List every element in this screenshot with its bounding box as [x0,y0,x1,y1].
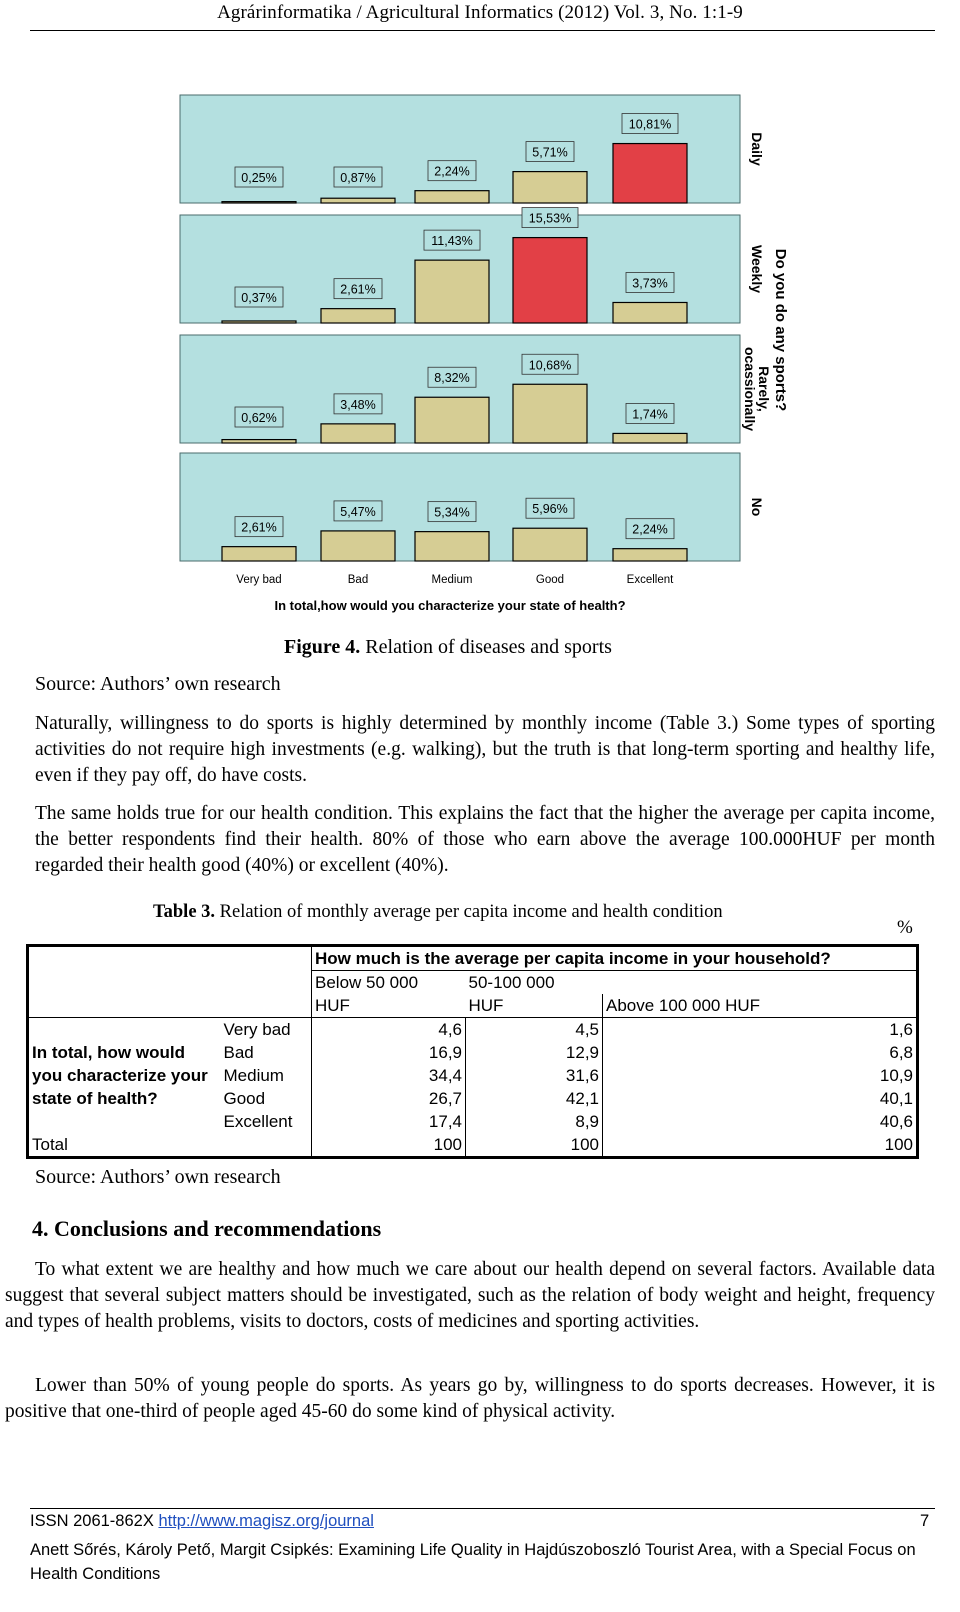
x-tick-label: Very bad [236,574,282,586]
cell: 1,6 [603,1018,918,1042]
chart-bar [222,202,296,203]
col-50-100000-line1: 50-100 000 [466,971,603,995]
chart-bar [321,531,395,561]
paneled-bar-chart [0,80,960,625]
paragraph-conclusions-1: To what extent we are healthy and how much we care about our health depend on several factors. Available data suggest that several subject matters should be investigated, such as the relation of body weight and height, frequency and types of health problems, visits to doctors, costs of medicines and sporting activities. [5,1259,935,1332]
row-label: Very bad [223,1020,291,1039]
data-label: 15,53% [528,211,572,226]
table-source: Source: Authors’ own research [35,1166,281,1188]
data-label: 8,32% [434,371,470,386]
table-row [28,1018,918,1042]
chart-bar [222,440,296,443]
table-header-row-1 [28,971,918,995]
data-label: 2,61% [340,282,376,297]
chart-bar [513,528,587,561]
table-row [28,1087,918,1110]
chart-bar [513,238,587,323]
footer-page-number: 7 [920,1512,930,1530]
paragraph-health-condition: The same holds true for our health condition. This explains the fact that the higher the average per capita income, the better respondents find their health. 80% of those who earn above the average 100.000HUF per month regarded their health good (40%) or excellent (40%). [35,803,935,876]
chart-bar [613,302,687,323]
income-health-table [26,944,919,1159]
panel-label: ocassionally [742,346,758,432]
data-label: 11,43% [431,234,473,249]
footer-journal-link[interactable]: http://www.magisz.org/journal [158,1512,374,1530]
row-label: Excellent [223,1112,293,1131]
table-caption [153,902,723,923]
footer-authors: Anett Sőrés, Károly Pető, Margit Csipkés: Examining Life Quality in Hajdúszoboszló Tourist Area, with a Special Focus on Health Conditions [30,1541,916,1583]
panel-label: No [749,497,765,517]
chart-bar [321,309,395,323]
header-rule [30,30,935,31]
data-label: 5,34% [434,505,470,520]
table-unit: % [897,917,913,938]
data-label: 0,62% [241,411,277,425]
cell: 4,6 [312,1018,466,1042]
footer-issn: ISSN 2061-862X [30,1512,154,1530]
chart-bar [613,144,687,203]
data-label: 3,48% [340,397,376,412]
data-label: 0,25% [241,171,277,185]
section-heading: 4. Conclusions and recommendations [32,1216,382,1241]
chart-bar [415,260,489,323]
table-row [28,1110,918,1133]
chart-bar [513,384,587,443]
data-label: 2,24% [632,522,668,537]
paragraph-income: Naturally, willingness to do sports is highly determined by monthly income (Table 3.) Some types of sporting activities do not require high investments (e.g. walking), but the truth is that long-term sporting and healthy life, even if they pay off, do have costs. [35,713,935,786]
row-label: Bad [223,1043,254,1062]
data-label: 5,96% [532,502,568,517]
cell: 31,6 [466,1064,603,1087]
chart-bar [321,198,395,203]
data-label: 5,47% [340,504,376,519]
table-header-row-2 [28,994,918,1018]
data-label: 3,73% [632,276,668,291]
data-label: 5,71% [532,145,568,160]
panel-label: Daily [749,132,765,166]
col-50-100000-line2: HUF [466,994,603,1018]
x-tick-label: Medium [431,574,473,586]
table-row [28,1064,918,1087]
table-header-row-question [28,946,918,971]
row-label: Good [223,1089,266,1108]
table-question-header: How much is the average per capita income in your household? [312,946,918,971]
cell: 34,4 [312,1064,466,1087]
x-tick-label: Good [535,574,565,586]
total-label: Total [32,1135,68,1154]
x-axis-label: In total,how would you characterize your state of health? [274,598,626,613]
data-label: 2,61% [241,520,277,535]
cell: 100 [312,1133,466,1158]
cell: 100 [603,1133,918,1158]
panel-label: Weekly [749,245,765,293]
cell: 16,9 [312,1041,466,1064]
table-total-row [28,1133,918,1158]
row-question-line1: In total, how would [32,1043,185,1062]
chart-bar [321,424,395,443]
chart-bar [415,532,489,561]
cell: 10,9 [603,1064,918,1087]
chart-bar [513,172,587,203]
cell: 42,1 [466,1087,603,1110]
cell: 100 [466,1133,603,1158]
data-label: 2,24% [434,164,470,179]
cell: 4,5 [466,1018,603,1042]
figure-caption-text: Relation of diseases and sports [365,636,612,658]
cell: 40,1 [603,1087,918,1110]
data-label: 1,74% [632,407,668,422]
chart-bar [415,191,489,203]
x-tick-label: Bad [347,574,369,586]
row-label: Medium [223,1066,284,1085]
col-below-50000-line2: HUF [312,994,466,1018]
table-caption-text: Relation of monthly average per capita income and health condition [219,902,723,922]
cell: 8,9 [466,1110,603,1133]
table-caption-label: Table 3. [153,902,216,922]
chart-bar [415,397,489,443]
cell: 17,4 [312,1110,466,1133]
paragraph-conclusions-2: Lower than 50% of young people do sports. As years go by, willingness to do sports decreases. However, it is positive that one-third of people aged 45-60 do some kind of physical activity. [5,1375,935,1422]
x-tick-label: Excellent [626,574,674,586]
figure-caption-label: Figure 4. [284,636,361,658]
row-question-line3: state of health? [32,1089,158,1108]
panel-label: Rarely, [756,366,772,412]
chart-bar [222,547,296,561]
data-label: 10,68% [528,358,572,373]
figure-caption [284,636,612,659]
footer-issn-line [30,1512,374,1531]
cell: 40,6 [603,1110,918,1133]
figure-source: Source: Authors’ own research [35,673,281,695]
cell: 12,9 [466,1041,603,1064]
cell: 6,8 [603,1041,918,1064]
chart-bar [222,321,296,323]
col-below-50000-line1: Below 50 000 [312,971,466,995]
panel-axis-title: Do you do any sports? [772,248,789,412]
chart-bar [613,549,687,561]
data-label: 0,87% [340,171,376,185]
col-above-100000: Above 100 000 HUF [603,994,918,1018]
chart-bar [613,433,687,443]
cell: 26,7 [312,1087,466,1110]
row-question-line2: you characterize your [32,1066,208,1085]
footer-rule [30,1508,935,1509]
journal-header: Agrárinformatika / Agricultural Informatics (2012) Vol. 3, No. 1:1-9 [217,2,743,23]
data-label: 0,37% [241,291,277,305]
table-row [28,1041,918,1064]
data-label: 10,81% [628,117,672,132]
